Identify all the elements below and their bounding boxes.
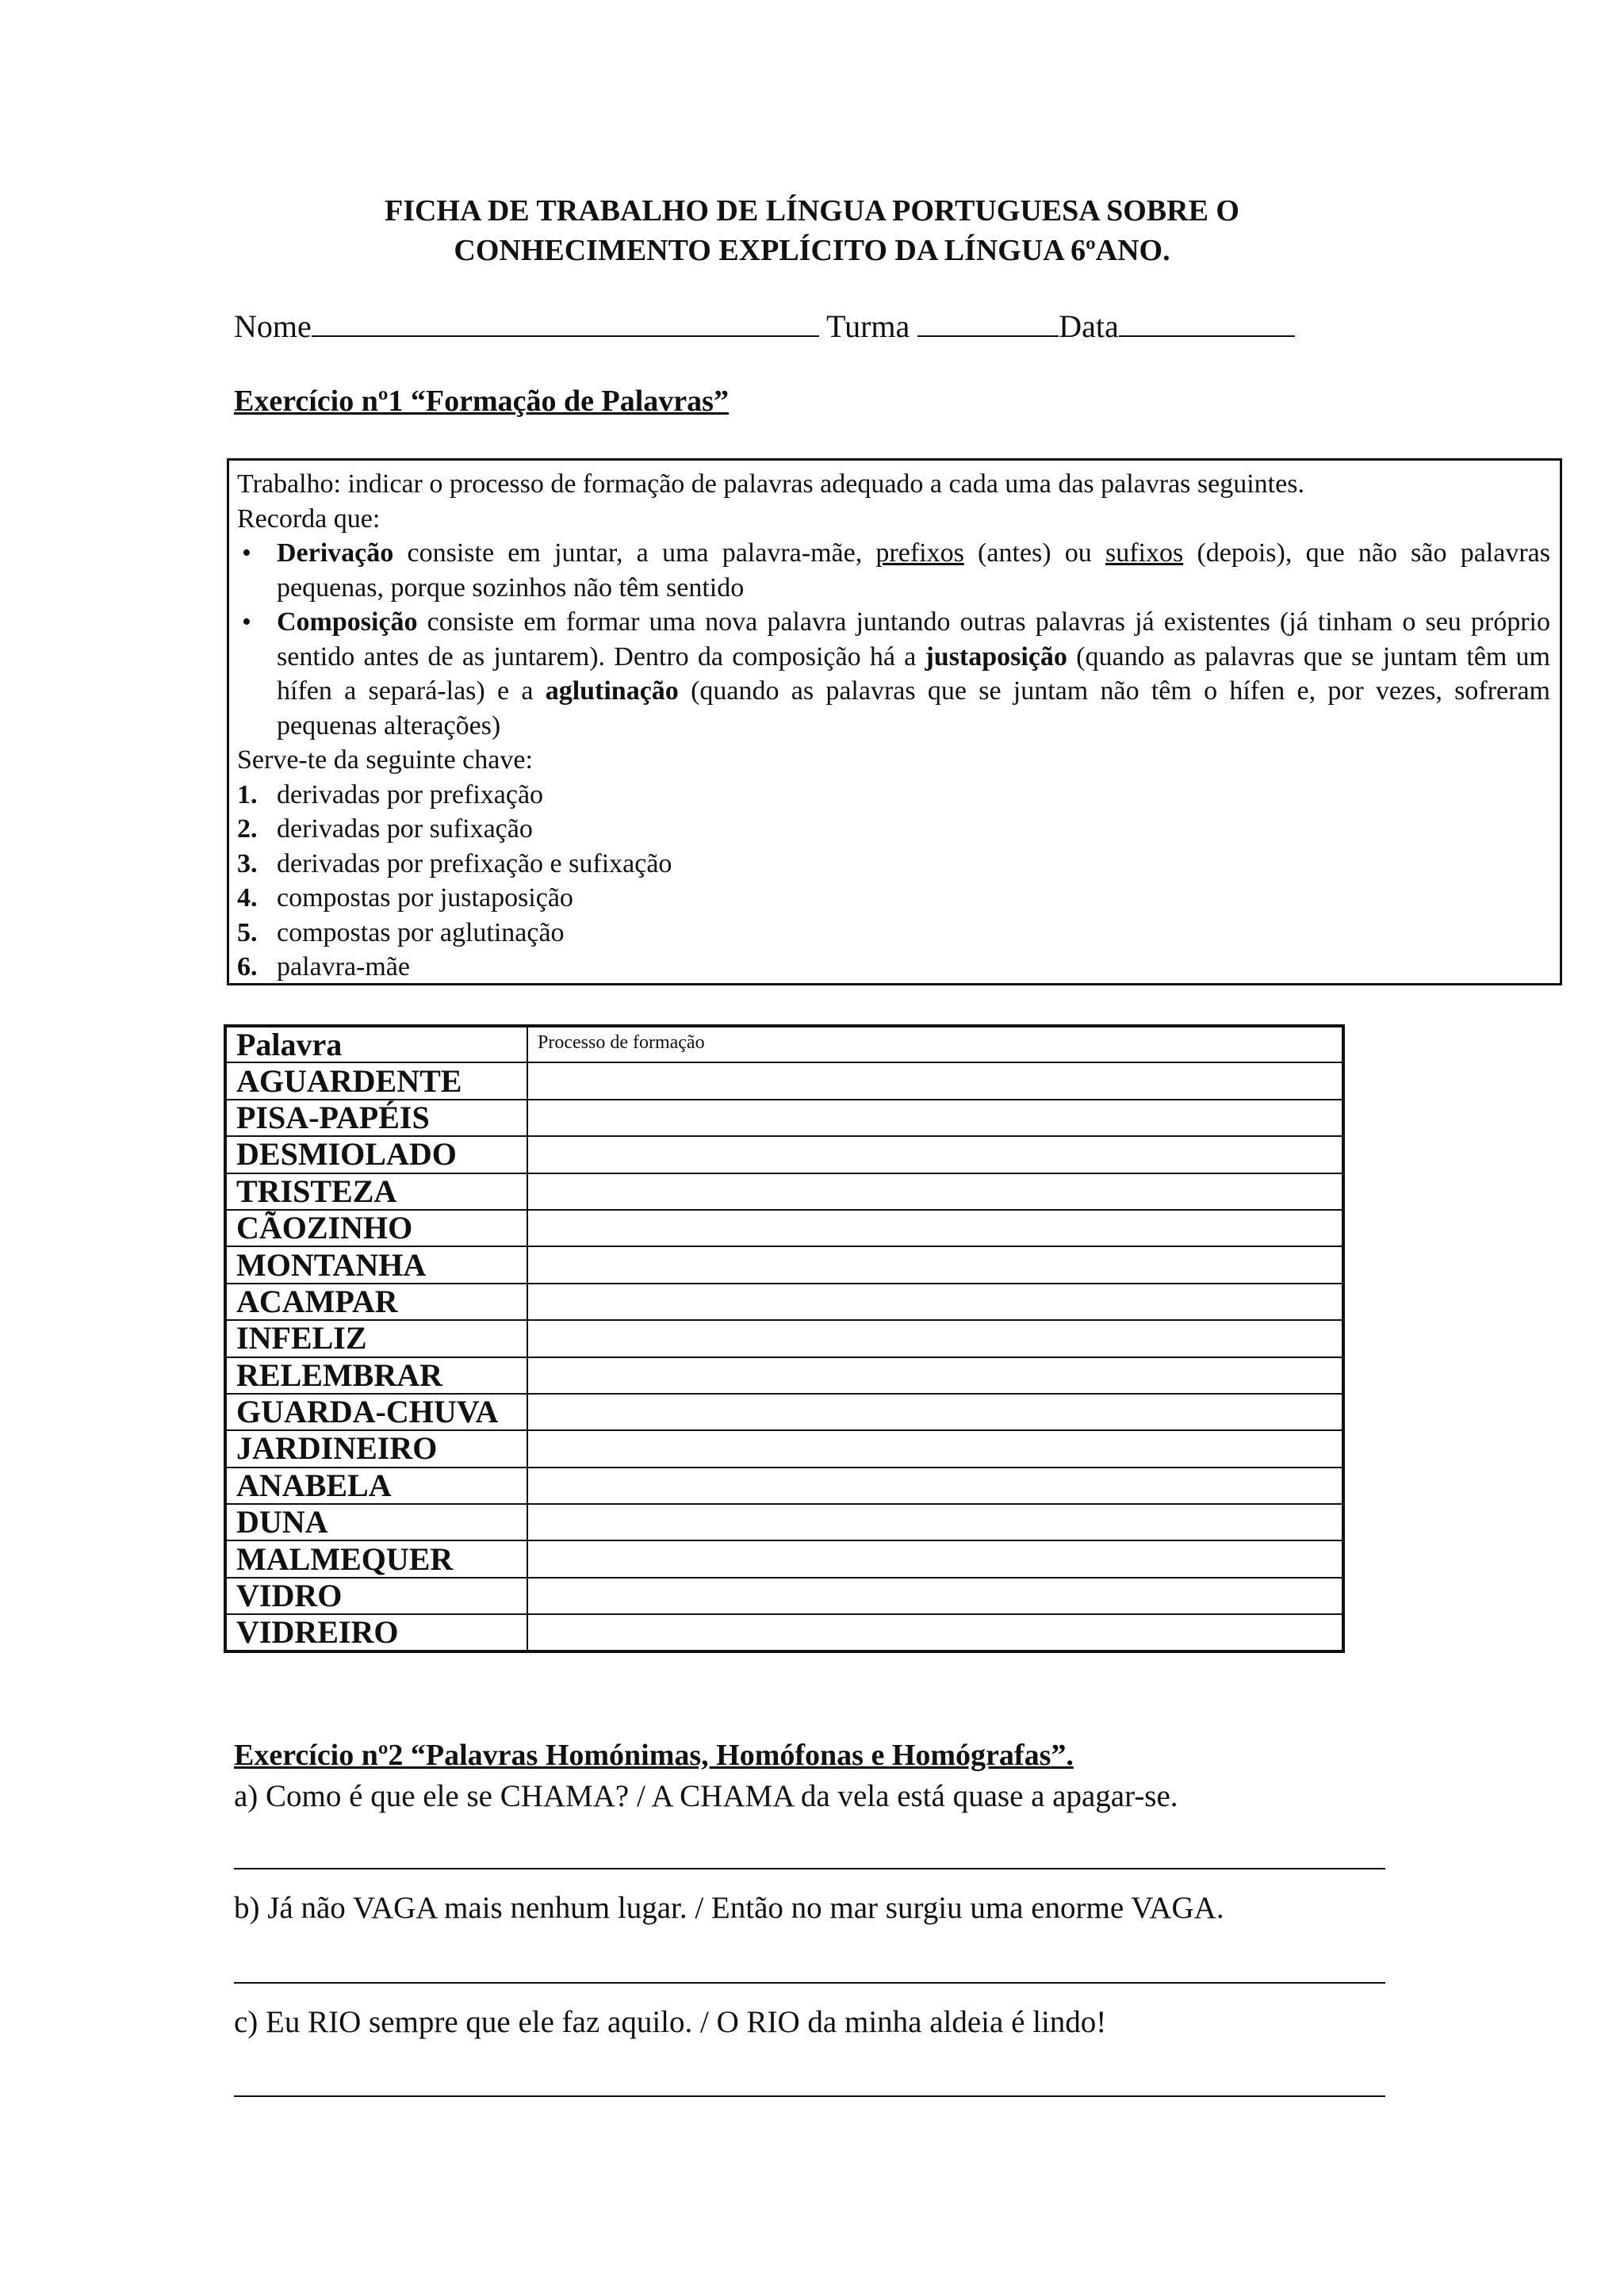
term-prefixos: prefixos bbox=[875, 538, 964, 568]
rule-derivacao bbox=[237, 536, 1550, 605]
table-row bbox=[225, 1320, 1343, 1357]
turma-field[interactable] bbox=[917, 312, 1059, 337]
question-a: a) Como é que ele se CHAMA? / A CHAMA da vela está quase a apagar-se. bbox=[234, 1779, 1178, 1813]
key-item bbox=[237, 847, 1550, 882]
word-cell: CÃOZINHO bbox=[225, 1210, 527, 1246]
process-answer-cell[interactable] bbox=[527, 1136, 1343, 1173]
table-row bbox=[225, 1430, 1343, 1467]
process-answer-cell[interactable] bbox=[527, 1062, 1343, 1099]
table-row bbox=[225, 1100, 1343, 1136]
bullet-icon: • bbox=[242, 607, 251, 637]
derivacao-text-2: (antes) ou bbox=[963, 538, 1105, 568]
word-cell: INFELIZ bbox=[225, 1320, 527, 1357]
process-answer-cell[interactable] bbox=[527, 1284, 1343, 1320]
word-cell: VIDREIRO bbox=[225, 1614, 527, 1651]
table-row bbox=[225, 1394, 1343, 1430]
term-justaposicao: justaposição bbox=[925, 641, 1067, 672]
word-formation-table bbox=[224, 1024, 1345, 1653]
table-row bbox=[225, 1468, 1343, 1504]
term-composicao: Composição bbox=[277, 607, 418, 637]
table-row bbox=[225, 1173, 1343, 1210]
table-row bbox=[225, 1614, 1343, 1651]
term-aglutinacao: aglutinação bbox=[545, 676, 679, 706]
worksheet-title-line-1: FICHA DE TRABALHO DE LÍNGUA PORTUGUESA SOBRE O bbox=[384, 194, 1239, 228]
process-answer-cell[interactable] bbox=[527, 1357, 1343, 1394]
process-answer-cell[interactable] bbox=[527, 1578, 1343, 1614]
key-label: palavra-mãe bbox=[277, 952, 410, 982]
table-row bbox=[225, 1136, 1343, 1173]
key-intro: Serve-te da seguinte chave: bbox=[237, 745, 533, 775]
key-number: 5. bbox=[237, 917, 258, 947]
key-number: 6. bbox=[237, 952, 258, 982]
question-b: b) Já não VAGA mais nenhum lugar. / Então no mar surgiu uma enorme VAGA. bbox=[234, 1891, 1224, 1925]
turma-label: Turma bbox=[826, 308, 910, 344]
derivacao-text-3: (depois), que não são palavras pequenas, porque sozinhos não têm sentido bbox=[277, 538, 1550, 603]
column-header-word: Palavra bbox=[225, 1026, 527, 1062]
answer-line-b[interactable] bbox=[234, 1982, 1385, 1984]
word-cell: JARDINEIRO bbox=[225, 1430, 527, 1467]
process-answer-cell[interactable] bbox=[527, 1246, 1343, 1283]
process-answer-cell[interactable] bbox=[527, 1173, 1343, 1210]
composicao-text-3: (quando as palavras que se juntam não têm o hífen e, por vezes, sofreram pequenas alterações) bbox=[277, 676, 1551, 740]
rules-list bbox=[237, 536, 1550, 743]
nome-field[interactable] bbox=[312, 312, 819, 337]
worksheet-title-line-2: CONHECIMENTO EXPLÍCITO DA LÍNGUA 6ºANO. bbox=[454, 234, 1170, 267]
table-row bbox=[225, 1357, 1343, 1394]
term-sufixos: sufixos bbox=[1105, 538, 1184, 568]
table-row bbox=[225, 1540, 1343, 1577]
key-number: 4. bbox=[237, 883, 258, 913]
table-row bbox=[225, 1578, 1343, 1614]
table-row bbox=[225, 1246, 1343, 1283]
data-field[interactable] bbox=[1119, 312, 1295, 337]
derivacao-text-1: consiste em juntar, a uma palavra-mãe, bbox=[393, 538, 876, 568]
table-row bbox=[225, 1210, 1343, 1246]
nome-label: Nome bbox=[234, 308, 312, 344]
key-item bbox=[237, 881, 1550, 916]
process-answer-cell[interactable] bbox=[527, 1320, 1343, 1357]
key-item bbox=[237, 950, 1550, 985]
question-c: c) Eu RIO sempre que ele faz aquilo. / O RIO da minha aldeia é lindo! bbox=[234, 2005, 1107, 2039]
table-row bbox=[225, 1504, 1343, 1540]
key-label: derivadas por sufixação bbox=[277, 814, 533, 844]
table-row bbox=[225, 1062, 1343, 1099]
exercise-2-title: Exercício nº2 “Palavras Homónimas, Homófonas e Homógrafas”. bbox=[234, 1739, 1074, 1772]
word-cell: ANABELA bbox=[225, 1468, 527, 1504]
data-label: Data bbox=[1059, 308, 1119, 344]
process-answer-cell[interactable] bbox=[527, 1540, 1343, 1577]
table-row bbox=[225, 1284, 1343, 1320]
process-answer-cell[interactable] bbox=[527, 1504, 1343, 1540]
answer-line-c[interactable] bbox=[234, 2095, 1385, 2097]
word-cell: DESMIOLADO bbox=[225, 1136, 527, 1173]
word-cell: ACAMPAR bbox=[225, 1284, 527, 1320]
key-label: derivadas por prefixação e sufixação bbox=[277, 848, 672, 878]
exercise-1-title: Exercício nº1 “Formação de Palavras” bbox=[234, 385, 729, 418]
process-answer-cell[interactable] bbox=[527, 1394, 1343, 1430]
word-cell: VIDRO bbox=[225, 1578, 527, 1614]
key-number: 1. bbox=[237, 779, 258, 809]
key-number: 2. bbox=[237, 814, 258, 844]
key-item bbox=[237, 778, 1550, 813]
instruction-text: Trabalho: indicar o processo de formação de palavras adequado a cada uma das palavras seguintes. bbox=[237, 469, 1304, 499]
word-cell: MONTANHA bbox=[225, 1246, 527, 1283]
key-label: derivadas por prefixação bbox=[277, 779, 544, 809]
recall-text: Recorda que: bbox=[237, 503, 381, 534]
key-label: compostas por justaposição bbox=[277, 883, 573, 913]
word-cell: TRISTEZA bbox=[225, 1173, 527, 1210]
key-number: 3. bbox=[237, 848, 258, 878]
bullet-icon: • bbox=[242, 538, 251, 568]
word-cell: MALMEQUER bbox=[225, 1540, 527, 1577]
composicao-text-1: consiste em formar uma nova palavra juntando outras palavras já existentes (já tinham o seu próprio sentido antes de as juntarem). Dentro da composição há a bbox=[277, 607, 1550, 672]
word-cell: DUNA bbox=[225, 1504, 527, 1540]
student-info-line bbox=[234, 308, 1295, 345]
key-item bbox=[237, 812, 1550, 847]
word-cell: AGUARDENTE bbox=[225, 1062, 527, 1099]
key-label: compostas por aglutinação bbox=[277, 917, 565, 947]
process-answer-cell[interactable] bbox=[527, 1210, 1343, 1246]
answer-line-a[interactable] bbox=[234, 1868, 1385, 1869]
word-cell: RELEMBRAR bbox=[225, 1357, 527, 1394]
process-answer-cell[interactable] bbox=[527, 1614, 1343, 1651]
instructions-box bbox=[227, 458, 1562, 985]
table-header-row bbox=[225, 1026, 1343, 1062]
rule-composicao bbox=[237, 605, 1550, 743]
word-cell: PISA-PAPÉIS bbox=[225, 1100, 527, 1136]
process-answer-cell[interactable] bbox=[527, 1468, 1343, 1504]
composicao-text-2: (quando as palavras que se juntam têm um hífen a separá-las) e a bbox=[277, 641, 1551, 706]
key-list bbox=[237, 778, 1550, 985]
process-answer-cell[interactable] bbox=[527, 1100, 1343, 1136]
column-header-process: Processo de formação bbox=[527, 1026, 1343, 1062]
process-answer-cell[interactable] bbox=[527, 1430, 1343, 1467]
term-derivacao: Derivação bbox=[277, 538, 394, 568]
word-cell: GUARDA-CHUVA bbox=[225, 1394, 527, 1430]
key-item bbox=[237, 916, 1550, 951]
